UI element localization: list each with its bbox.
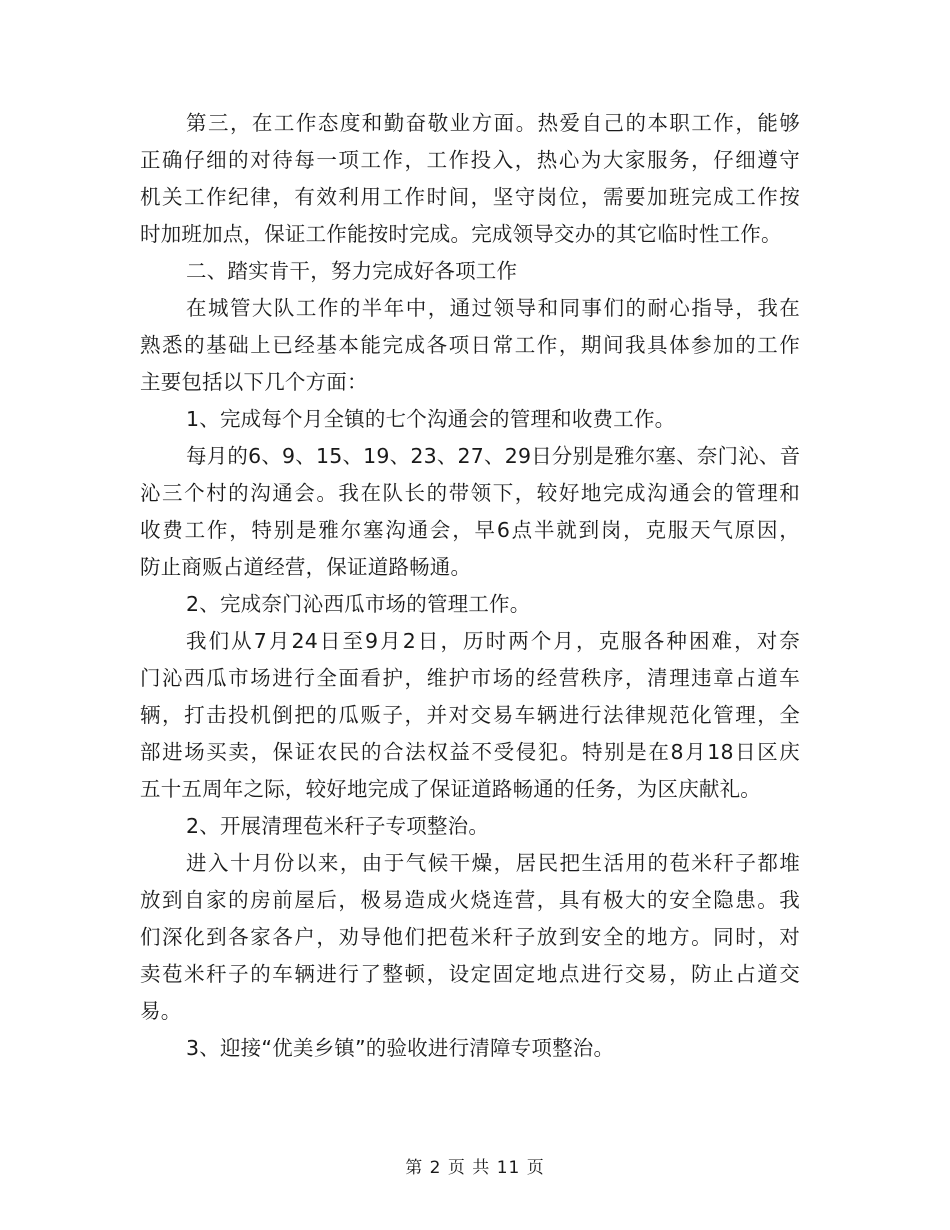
document-body	[140, 105, 800, 1067]
text-line: 收费工作，特别是雅尔塞沟通会，早6点半就到岗，克服天气原因，	[140, 518, 800, 542]
text-line: 每月的6、9、15、19、23、27、29日分别是雅尔塞、奈门沁、音	[186, 444, 801, 468]
text-line: 辆，打击投机倒把的瓜贩子，并对交易车辆进行法律规范化管理，全	[140, 703, 800, 727]
text-line: 进入十月份以来，由于气候干燥，居民把生活用的苞米秆子都堆	[186, 851, 800, 875]
text-line: 沁三个村的沟通会。我在队长的带领下，较好地完成沟通会的管理和	[140, 481, 800, 505]
text-line: 时加班加点，保证工作能按时完成。完成领导交办的其它临时性工作。	[140, 222, 782, 246]
page-footer: 第 2 页 共 11 页	[405, 1158, 545, 1178]
text-line: 们深化到各家各户，劝导他们把苞米秆子放到安全的地方。同时，对	[140, 925, 800, 949]
text-line: 部进场买卖，保证农民的合法权益不受侵犯。特别是在8月18日区庆	[140, 740, 800, 764]
text-line: 熟悉的基础上已经基本能完成各项日常工作，期间我具体参加的工作	[140, 333, 800, 357]
text-line: 2、完成奈门沁西瓜市场的管理工作。	[186, 592, 531, 616]
text-line: 主要包括以下几个方面：	[140, 370, 368, 394]
text-line: 放到自家的房前屋后，极易造成火烧连营，具有极大的安全隐患。我	[140, 888, 800, 912]
text-line: 正确仔细的对待每一项工作，工作投入，热心为大家服务，仔细遵守	[140, 148, 800, 172]
text-line: 防止商贩占道经营，保证道路畅通。	[140, 555, 472, 579]
text-line: 我们从7月24日至9月2日，历时两个月，克服各种困难，对奈	[186, 629, 800, 653]
text-line: 2、开展清理苞米秆子专项整治。	[186, 814, 490, 838]
text-line: 门沁西瓜市场进行全面看护，维护市场的经营秩序，清理违章占道车	[140, 666, 800, 690]
text-line: 易。	[140, 999, 182, 1023]
text-line: 1、完成每个月全镇的七个沟通会的管理和收费工作。	[186, 407, 676, 431]
text-line: 机关工作纪律，有效利用工作时间，坚守岗位，需要加班完成工作按	[140, 185, 800, 209]
text-line: 3、迎接“优美乡镇”的验收进行清障专项整治。	[186, 1036, 615, 1060]
text-line: 二、踏实肯干，努力完成好各项工作	[186, 259, 518, 283]
text-line: 第三，在工作态度和勤奋敬业方面。热爱自己的本职工作，能够	[186, 111, 800, 135]
text-line: 在城管大队工作的半年中，通过领导和同事们的耐心指导，我在	[186, 296, 800, 320]
text-line: 卖苞米秆子的车辆进行了整顿，设定固定地点进行交易，防止占道交	[140, 962, 800, 986]
text-line: 五十五周年之际，较好地完成了保证道路畅通的任务，为区庆献礼。	[140, 777, 761, 801]
